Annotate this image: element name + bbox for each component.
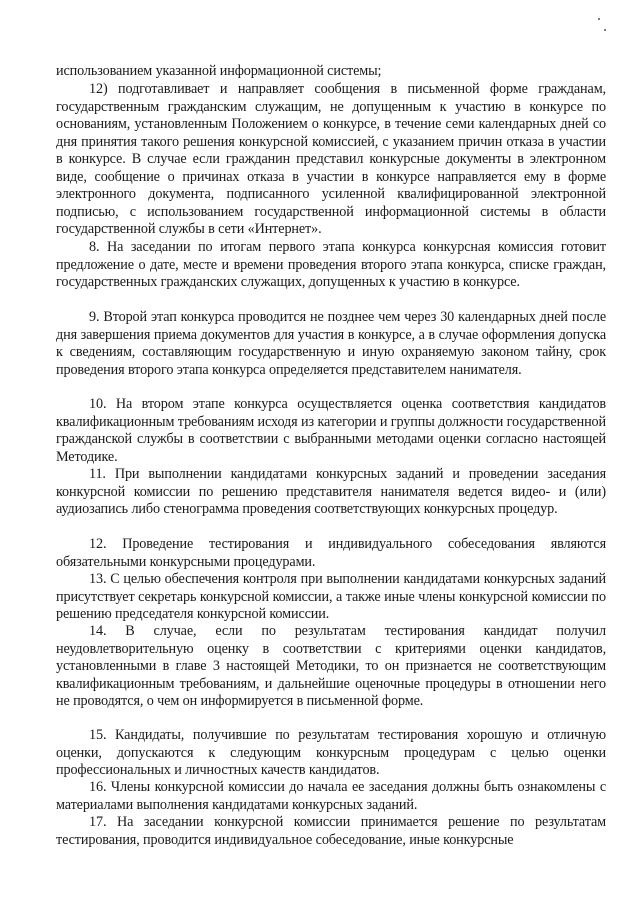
paragraph-11: 11. При выполнении кандидатами конкурсных заданий и проведении заседания конкурсной комиссии по решению представителя нанимателя ведется видео- и (или) аудиозапись либо стенограмма проведения соответствующих конкурсных процедур. — [56, 466, 606, 518]
scan-speck — [598, 18, 600, 20]
scan-speck — [604, 29, 606, 31]
paragraph-17: 17. На заседании конкурсной комиссии принимается решение по результатам тестирования, проводится индивидуальное собеседование, иные конкурсные — [56, 814, 606, 848]
paragraph-8: 8. На заседании по итогам первого этапа конкурса конкурсная комиссия готовит предложение о дате, месте и времени проведения второго этапа конкурса, списке граждан, государственных гражданских служащих, допущенных к участию в конкурсе. — [56, 239, 606, 291]
paragraph-item-12: 12) подготавливает и направляет сообщения в письменной форме гражданам, государственным гражданским служащим, не допущенным к участию в конкурсе по основаниям, установленным Положением о конкурсе, в течение семи календарных дней со дня принятия такого решения конкурсной комиссией, с указанием причин отказа в участии в конкурсе. В случае если гражданин представил конкурсные документы в электронном виде, сообщение о причинах отказа в участии в конкурсе направляется ему в форме электронного документа, подписанного усиленной квалифицированной электронной подписью, с использованием государственной информационной системы в области государственной службы в сети «Интернет». — [56, 81, 606, 238]
paragraph-12: 12. Проведение тестирования и индивидуального собеседования являются обязательными конкурсными процедурами. — [56, 536, 606, 570]
paragraph-9: 9. Второй этап конкурса проводится не позднее чем через 30 календарных дней после дня завершения приема документов для участия в конкурсе, а в случае оформления допуска к сведениям, составляющим государственную и иную охраняемую законом тайну, срок проведения второго этапа конкурса определяется представителем нанимателя. — [56, 309, 606, 378]
paragraph-13: 13. С целью обеспечения контроля при выполнении кандидатами конкурсных заданий присутствует секретарь конкурсной комиссии, а также иные члены конкурсной комиссии по решению председателя конкурсной комиссии. — [56, 571, 606, 623]
document-page — [56, 0, 606, 905]
paragraph-15: 15. Кандидаты, получившие по результатам тестирования хорошую и отличную оценки, допускаются к следующим конкурсным процедурам с целью оценки профессиональных и личностных качеств кандидатов. — [56, 727, 606, 779]
paragraph-continuation: использованием указанной информационной системы; — [56, 63, 382, 79]
paragraph-14: 14. В случае, если по результатам тестирования кандидат получил неудовлетворительную оценку в соответствии с критериями оценки кандидатов, установленными в главе 3 настоящей Методики, то он признается не соответствующим квалификационным требованиям, и дальнейшие оценочные процедуры в отношении него не проводятся, о чем он информируется в письменной форме. — [56, 623, 606, 710]
paragraph-16: 16. Члены конкурсной комиссии до начала ее заседания должны быть ознакомлены с материалами выполнения кандидатами конкурсных заданий. — [56, 779, 606, 813]
paragraph-10: 10. На втором этапе конкурса осуществляется оценка соответствия кандидатов квалификационным требованиям исходя из категории и группы должности государственной гражданской службы в соответствии с выбранными методами оценки согласно настоящей Методике. — [56, 396, 606, 465]
